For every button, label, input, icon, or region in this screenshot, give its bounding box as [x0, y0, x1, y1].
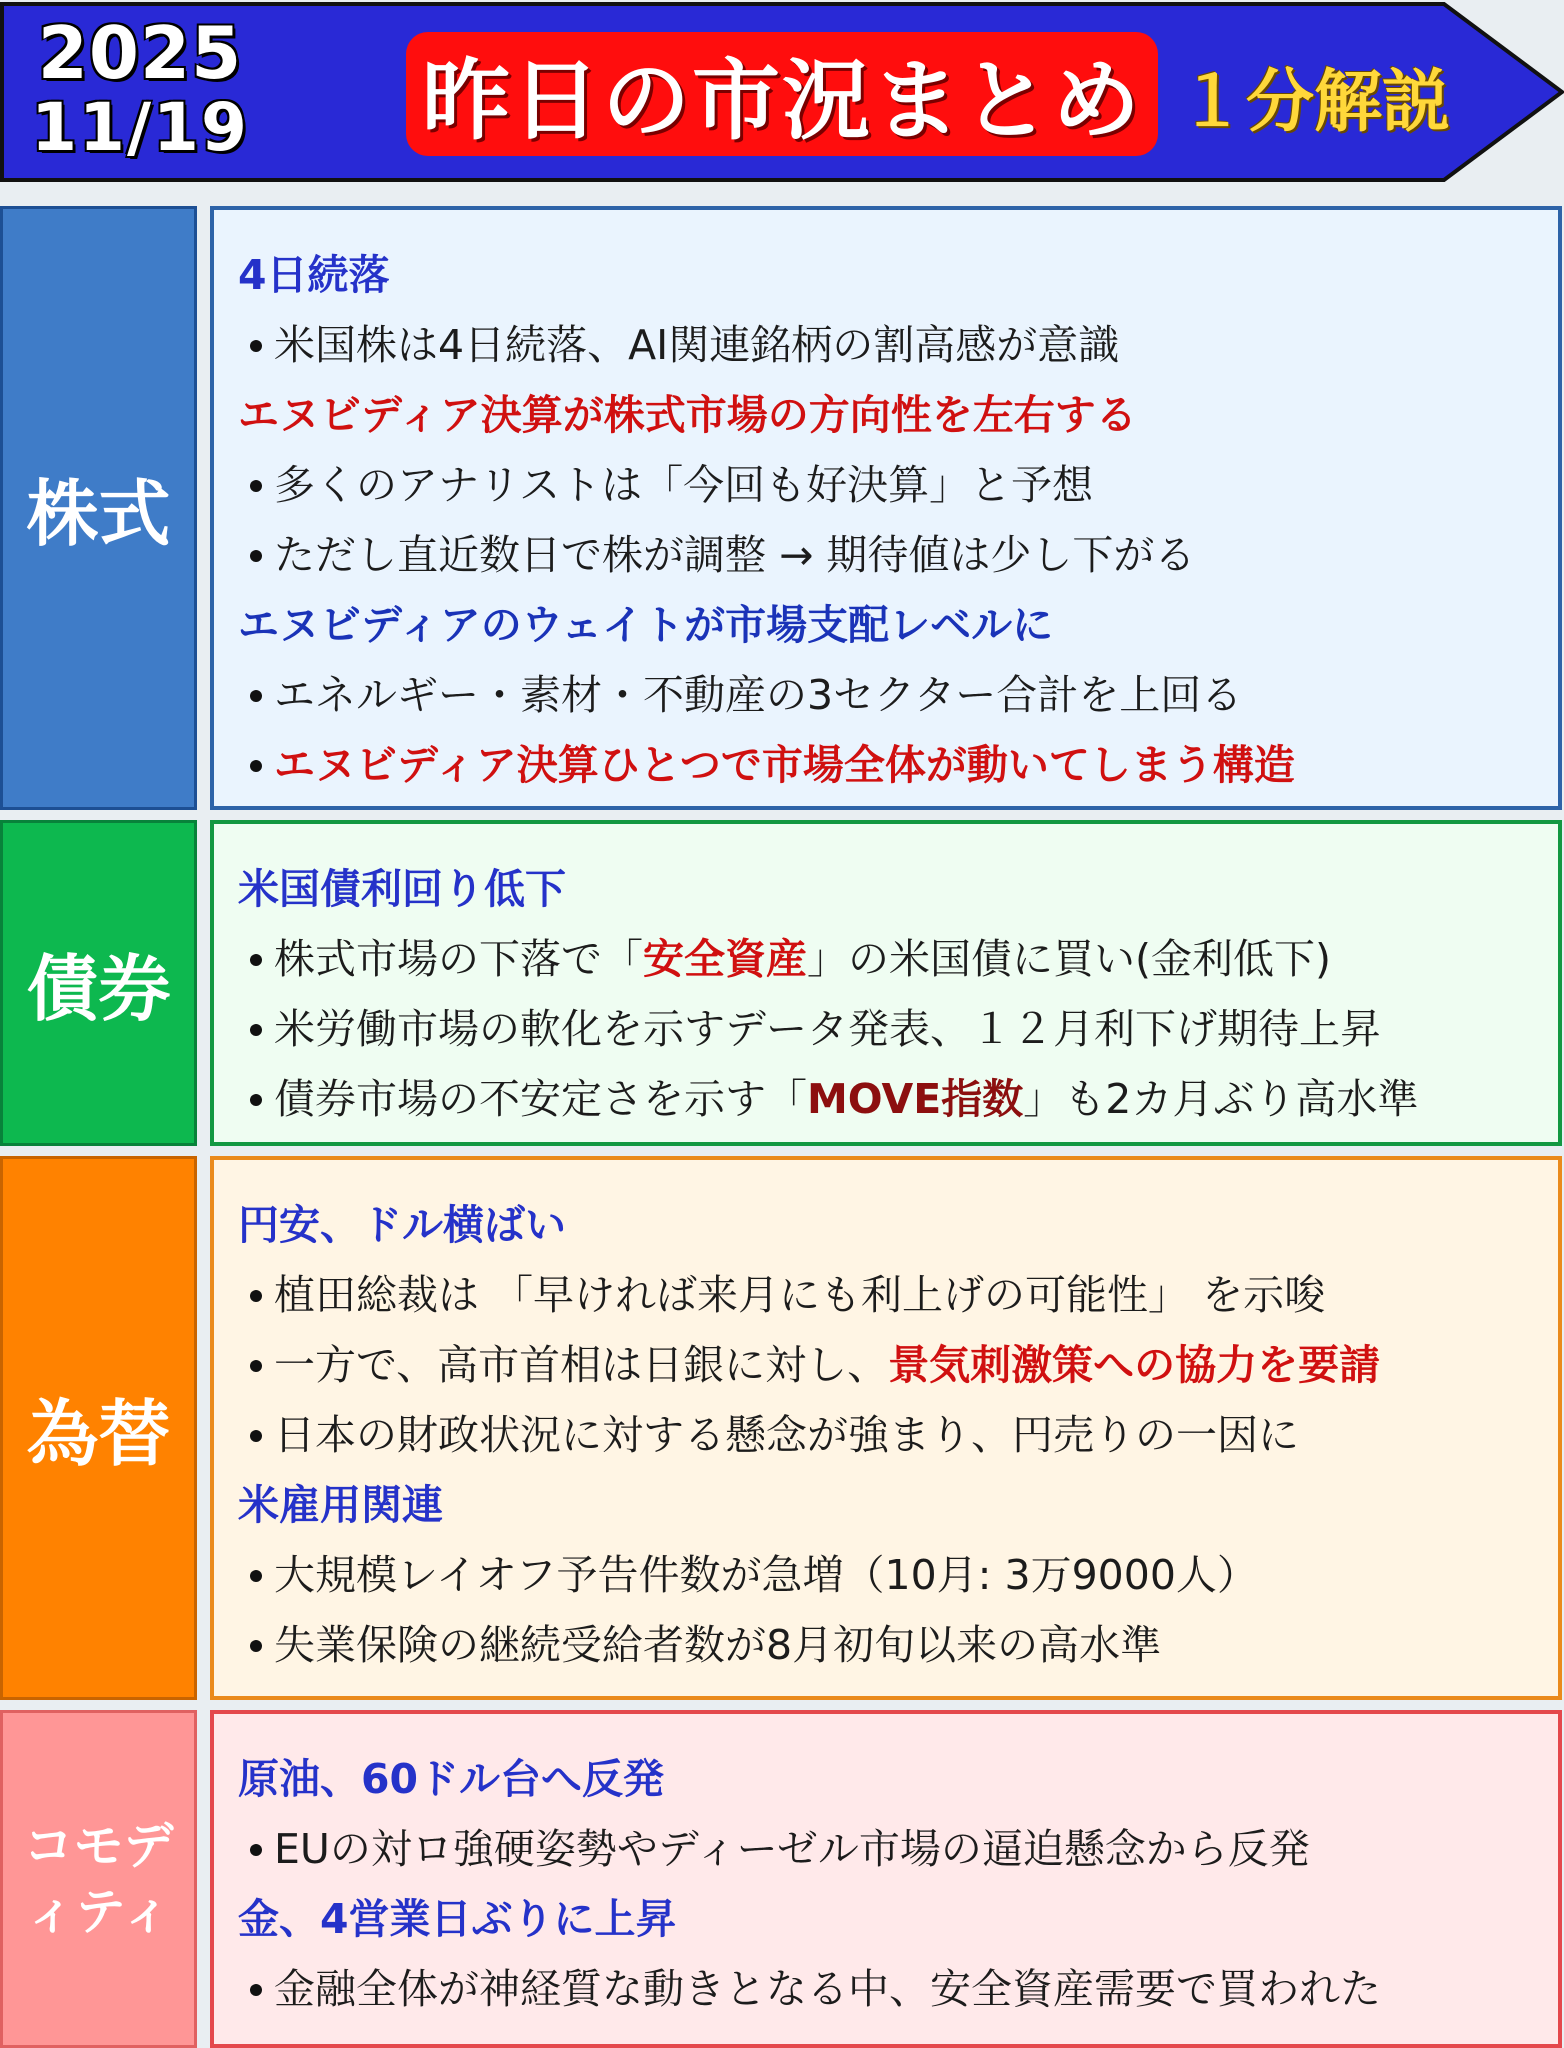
- heading-nvidia-earnings: エヌビディア決算が株式市場の方向性を左右する: [238, 391, 1137, 439]
- bullet-item: 金融全体が神経質な動きとなる中、安全資産需要で買われた: [238, 1954, 1534, 2024]
- bullet-item: [238, 1064, 1534, 1134]
- section-content-commodities: [210, 1710, 1562, 2048]
- section-label-fx: [0, 1156, 197, 1700]
- section-stocks: [0, 206, 1564, 810]
- bullet-item: エネルギー・素材・不動産の3セクター合計を上回る: [238, 660, 1534, 730]
- section-bonds: [0, 820, 1564, 1146]
- heading-crude-oil: 原油、60ドル台へ反発: [238, 1755, 665, 1803]
- bullet-item: 多くのアナリストは「今回も好決算」と予想: [238, 450, 1534, 520]
- section-fx: [0, 1156, 1564, 1700]
- date-block: [20, 11, 260, 166]
- bullet-text: 」の米国債に買い(金利低下): [807, 935, 1331, 983]
- section-label-bonds: [0, 820, 197, 1146]
- bullet-item: ただし直近数日で株が調整 → 期待値は少し下がる: [238, 520, 1534, 590]
- bullet-item: 植田総裁は 「早ければ来月にも利上げの可能性」 を示唆: [238, 1260, 1534, 1330]
- bullet-item: 米労働市場の軟化を示すデータ発表、１２月利下げ期待上昇: [238, 994, 1534, 1064]
- heading-nvidia-weight: エヌビディアのウェイトが市場支配レベルに: [238, 601, 1054, 649]
- bullet-text: 債券市場の不安定さを示す「: [274, 1075, 807, 1123]
- bullet-text: 」も2カ月ぶり高水準: [1023, 1075, 1419, 1123]
- bullet-item: [238, 924, 1534, 994]
- section-content-stocks: [210, 206, 1562, 810]
- bullet-item: 日本の財政状況に対する懸念が強まり、円売りの一因に: [238, 1400, 1534, 1470]
- section-label-stocks: [0, 206, 197, 810]
- bullet-item: 失業保険の継続受給者数が8月初旬以来の高水準: [238, 1610, 1534, 1680]
- page-subtitle: １分解説: [1178, 62, 1451, 142]
- bullet-highlight: MOVE指数: [807, 1075, 1024, 1123]
- bullet-text: 一方で、高市首相は日銀に対し、: [274, 1341, 889, 1389]
- header-banner: [0, 0, 1564, 184]
- page-title: 昨日の市況まとめ: [406, 32, 1158, 156]
- section-label-text: 株式: [26, 472, 171, 556]
- bullet-item: 大規模レイオフ予告件数が急増（10月: 3万9000人）: [238, 1540, 1534, 1610]
- date-year: 2025: [37, 11, 243, 95]
- section-content-fx: [210, 1156, 1562, 1700]
- section-label-text: ィティ: [25, 1883, 172, 1941]
- heading-gold: 金、4営業日ぶりに上昇: [238, 1895, 677, 1943]
- section-label-text: コモデ: [23, 1817, 174, 1875]
- bullet-highlight: 安全資産: [643, 935, 807, 983]
- heading-us-employment: 米雇用関連: [238, 1481, 443, 1529]
- bullet-item: 米国株は4日続落、AI関連銘柄の割高感が意識: [238, 310, 1534, 380]
- date-month-day: 11/19: [31, 89, 249, 166]
- heading-stock-decline: 4日続落: [238, 251, 390, 299]
- bullet-highlight: 景気刺激策への協力を要請: [888, 1341, 1381, 1389]
- heading-yen-weak: 円安、ドル横ばい: [238, 1201, 566, 1249]
- bullet-item: EUの対ロ強硬姿勢やディーゼル市場の逼迫懸念から反発: [238, 1814, 1534, 1884]
- section-label-text: 債券: [26, 947, 171, 1031]
- section-content-bonds: [210, 820, 1562, 1146]
- bullet-item: [238, 1330, 1534, 1400]
- bullet-item-highlight: エヌビディア決算ひとつで市場全体が動いてしまう構造: [238, 730, 1534, 800]
- section-label-text: 為替: [26, 1392, 171, 1476]
- bullet-text: 株式市場の下落で「: [274, 935, 643, 983]
- section-label-commodities: [0, 1710, 197, 2048]
- section-commodities: [0, 1710, 1564, 2048]
- heading-treasury-yield: 米国債利回り低下: [238, 865, 566, 913]
